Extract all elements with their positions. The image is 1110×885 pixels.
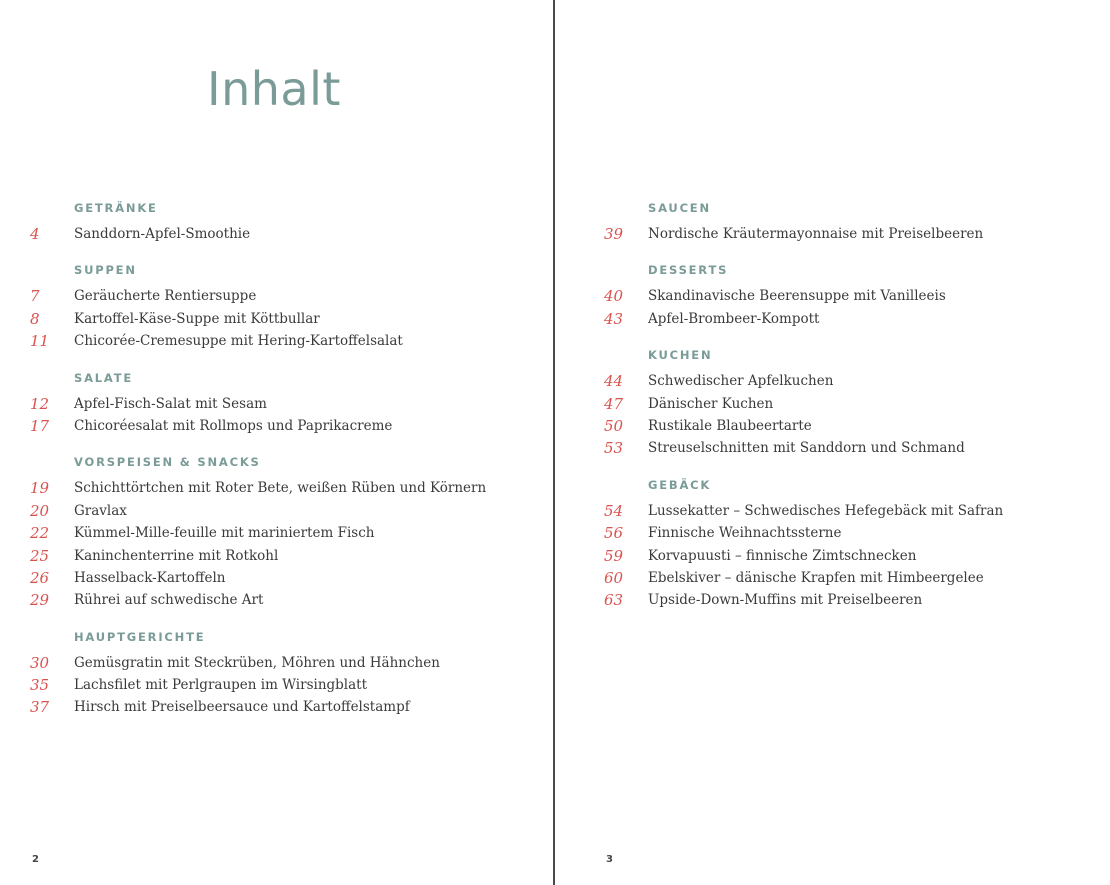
toc-entry[interactable] (0, 544, 279, 566)
toc-entry[interactable] (574, 307, 820, 329)
entry-page-number: 60 (604, 568, 624, 587)
entry-page-number: 12 (30, 394, 50, 413)
entry-page-number: 43 (604, 309, 624, 328)
toc-left (0, 200, 487, 736)
entry-page-number: 54 (604, 501, 624, 520)
section-heading: SAUCEN (648, 201, 711, 215)
entry-page-number: 25 (30, 546, 50, 565)
entry-page-number: 17 (30, 416, 50, 435)
entry-title: Korvapuusti – finnische Zimtschnecken (648, 547, 917, 564)
toc-entry[interactable] (574, 392, 774, 414)
toc-entry[interactable] (574, 436, 965, 458)
entry-page-number: 8 (30, 309, 40, 328)
toc-section (0, 200, 261, 244)
section-heading: KUCHEN (648, 348, 713, 363)
entry-page-number: 7 (30, 287, 40, 306)
page-title: Inhalt (207, 62, 341, 116)
entry-title: Kümmel-Mille-feuille mit mariniertem Fisch (74, 525, 375, 542)
toc-right (574, 200, 1004, 629)
entry-title: Apfel-Fisch-Salat mit Sesam (74, 395, 267, 412)
toc-entry[interactable] (0, 329, 403, 351)
entry-title: Nordische Kräutermayonnaise mit Preiselbeeren (648, 226, 984, 242)
page-number-right: 3 (606, 854, 613, 865)
entry-page-number: 37 (30, 698, 50, 717)
toc-entry[interactable] (574, 284, 946, 306)
entry-title: Gemüsgratin mit Steckrüben, Möhren und Hähnchen (74, 654, 440, 671)
entry-page-number: 59 (604, 546, 624, 565)
toc-section (574, 347, 965, 459)
toc-section (0, 262, 403, 351)
toc-entry[interactable] (0, 284, 261, 306)
toc-entry[interactable] (0, 588, 264, 610)
book-spine-divider (553, 0, 555, 885)
entry-title: Schichttörtchen mit Roter Bete, weißen Rüben und Körnern (74, 480, 487, 497)
entry-page-number: 29 (30, 591, 50, 610)
toc-entry[interactable] (574, 222, 984, 244)
toc-entry[interactable] (574, 566, 984, 588)
entry-page-number: 39 (604, 225, 624, 243)
entry-page-number: 20 (30, 501, 50, 520)
toc-entry[interactable] (0, 476, 487, 498)
toc-entry[interactable] (574, 369, 834, 391)
entry-title: Hirsch mit Preiselbeersauce und Kartoffelstampf (74, 699, 410, 716)
left-page (0, 0, 554, 885)
entry-title: Geräucherte Rentiersuppe (74, 288, 257, 305)
entry-title: Finnische Weihnachtssterne (648, 525, 842, 542)
entry-title: Ebelskiver – dänische Krapfen mit Himbeergelee (648, 569, 984, 586)
right-page (556, 0, 1110, 885)
toc-entry[interactable] (0, 499, 261, 521)
toc-section (574, 262, 946, 329)
toc-entry[interactable] (0, 414, 393, 436)
entry-page-number: 26 (30, 568, 50, 587)
toc-entry[interactable] (574, 414, 812, 436)
entry-page-number: 19 (30, 479, 50, 498)
toc-section (574, 200, 984, 244)
entry-title: Gravlax (74, 502, 127, 519)
toc-entry[interactable] (574, 499, 1004, 521)
entry-title: Skandinavische Beerensuppe mit Vanilleeis (648, 288, 946, 305)
toc-entry[interactable] (0, 392, 267, 414)
toc-entry[interactable] (0, 695, 410, 717)
toc-section (574, 477, 1004, 611)
entry-title: Schwedischer Apfelkuchen (648, 373, 834, 390)
entry-title: Hasselback-Kartoffeln (74, 569, 226, 586)
entry-page-number: 47 (604, 394, 624, 413)
section-heading: GETRÄNKE (74, 201, 158, 215)
entry-page-number: 30 (30, 653, 50, 672)
entry-title: Rustikale Blaubeertarte (648, 417, 812, 434)
toc-entry[interactable] (0, 566, 261, 588)
entry-page-number: 50 (604, 416, 624, 435)
section-heading: SALATE (74, 370, 134, 385)
entry-title: Chicorée-Cremesuppe mit Hering-Kartoffelsalat (74, 333, 403, 350)
section-heading: VORSPEISEN & SNACKS (74, 455, 261, 470)
section-heading: DESSERTS (648, 263, 729, 278)
entry-page-number: 44 (604, 372, 624, 391)
toc-entry[interactable] (0, 307, 320, 329)
entry-title: Lachsfilet mit Perlgraupen im Wirsingblatt (74, 677, 368, 694)
toc-entry[interactable] (574, 588, 923, 610)
entry-page-number: 35 (30, 676, 50, 695)
entry-title: Apfel-Brombeer-Kompott (648, 310, 820, 327)
toc-entry[interactable] (0, 521, 375, 543)
entry-title: Upside-Down-Muffins mit Preiselbeeren (648, 592, 923, 609)
page-number-left: 2 (32, 854, 39, 865)
toc-entry[interactable] (0, 222, 261, 244)
entry-title: Lussekatter – Schwedisches Hefegebäck mit Safran (648, 502, 1004, 519)
toc-entry[interactable] (0, 651, 440, 673)
entry-title: Kartoffel-Käse-Suppe mit Köttbullar (74, 310, 320, 327)
toc-section (0, 370, 393, 437)
entry-title: Streuselschnitten mit Sanddorn und Schmand (648, 440, 965, 457)
entry-page-number: 11 (30, 332, 50, 351)
section-heading: HAUPTGERICHTE (74, 629, 206, 644)
toc-entry[interactable] (574, 521, 842, 543)
entry-title: Dänischer Kuchen (648, 395, 774, 412)
section-heading: GEBÄCK (648, 477, 712, 492)
entry-page-number: 53 (604, 439, 624, 458)
toc-entry[interactable] (574, 544, 917, 566)
section-heading: SUPPEN (74, 263, 137, 278)
entry-page-number: 63 (604, 591, 624, 610)
entry-page-number: 4 (30, 225, 40, 243)
entry-title: Kaninchenterrine mit Rotkohl (74, 547, 279, 564)
entry-page-number: 40 (604, 287, 624, 306)
toc-section (0, 629, 440, 718)
entry-title: Chicoréesalat mit Rollmops und Paprikacreme (74, 417, 393, 434)
entry-title: Sanddorn-Apfel-Smoothie (74, 226, 251, 242)
entry-title: Rührei auf schwedische Art (74, 592, 264, 609)
entry-page-number: 22 (30, 524, 50, 543)
entry-page-number: 56 (604, 524, 624, 543)
toc-section (0, 454, 487, 610)
toc-entry[interactable] (0, 673, 368, 695)
